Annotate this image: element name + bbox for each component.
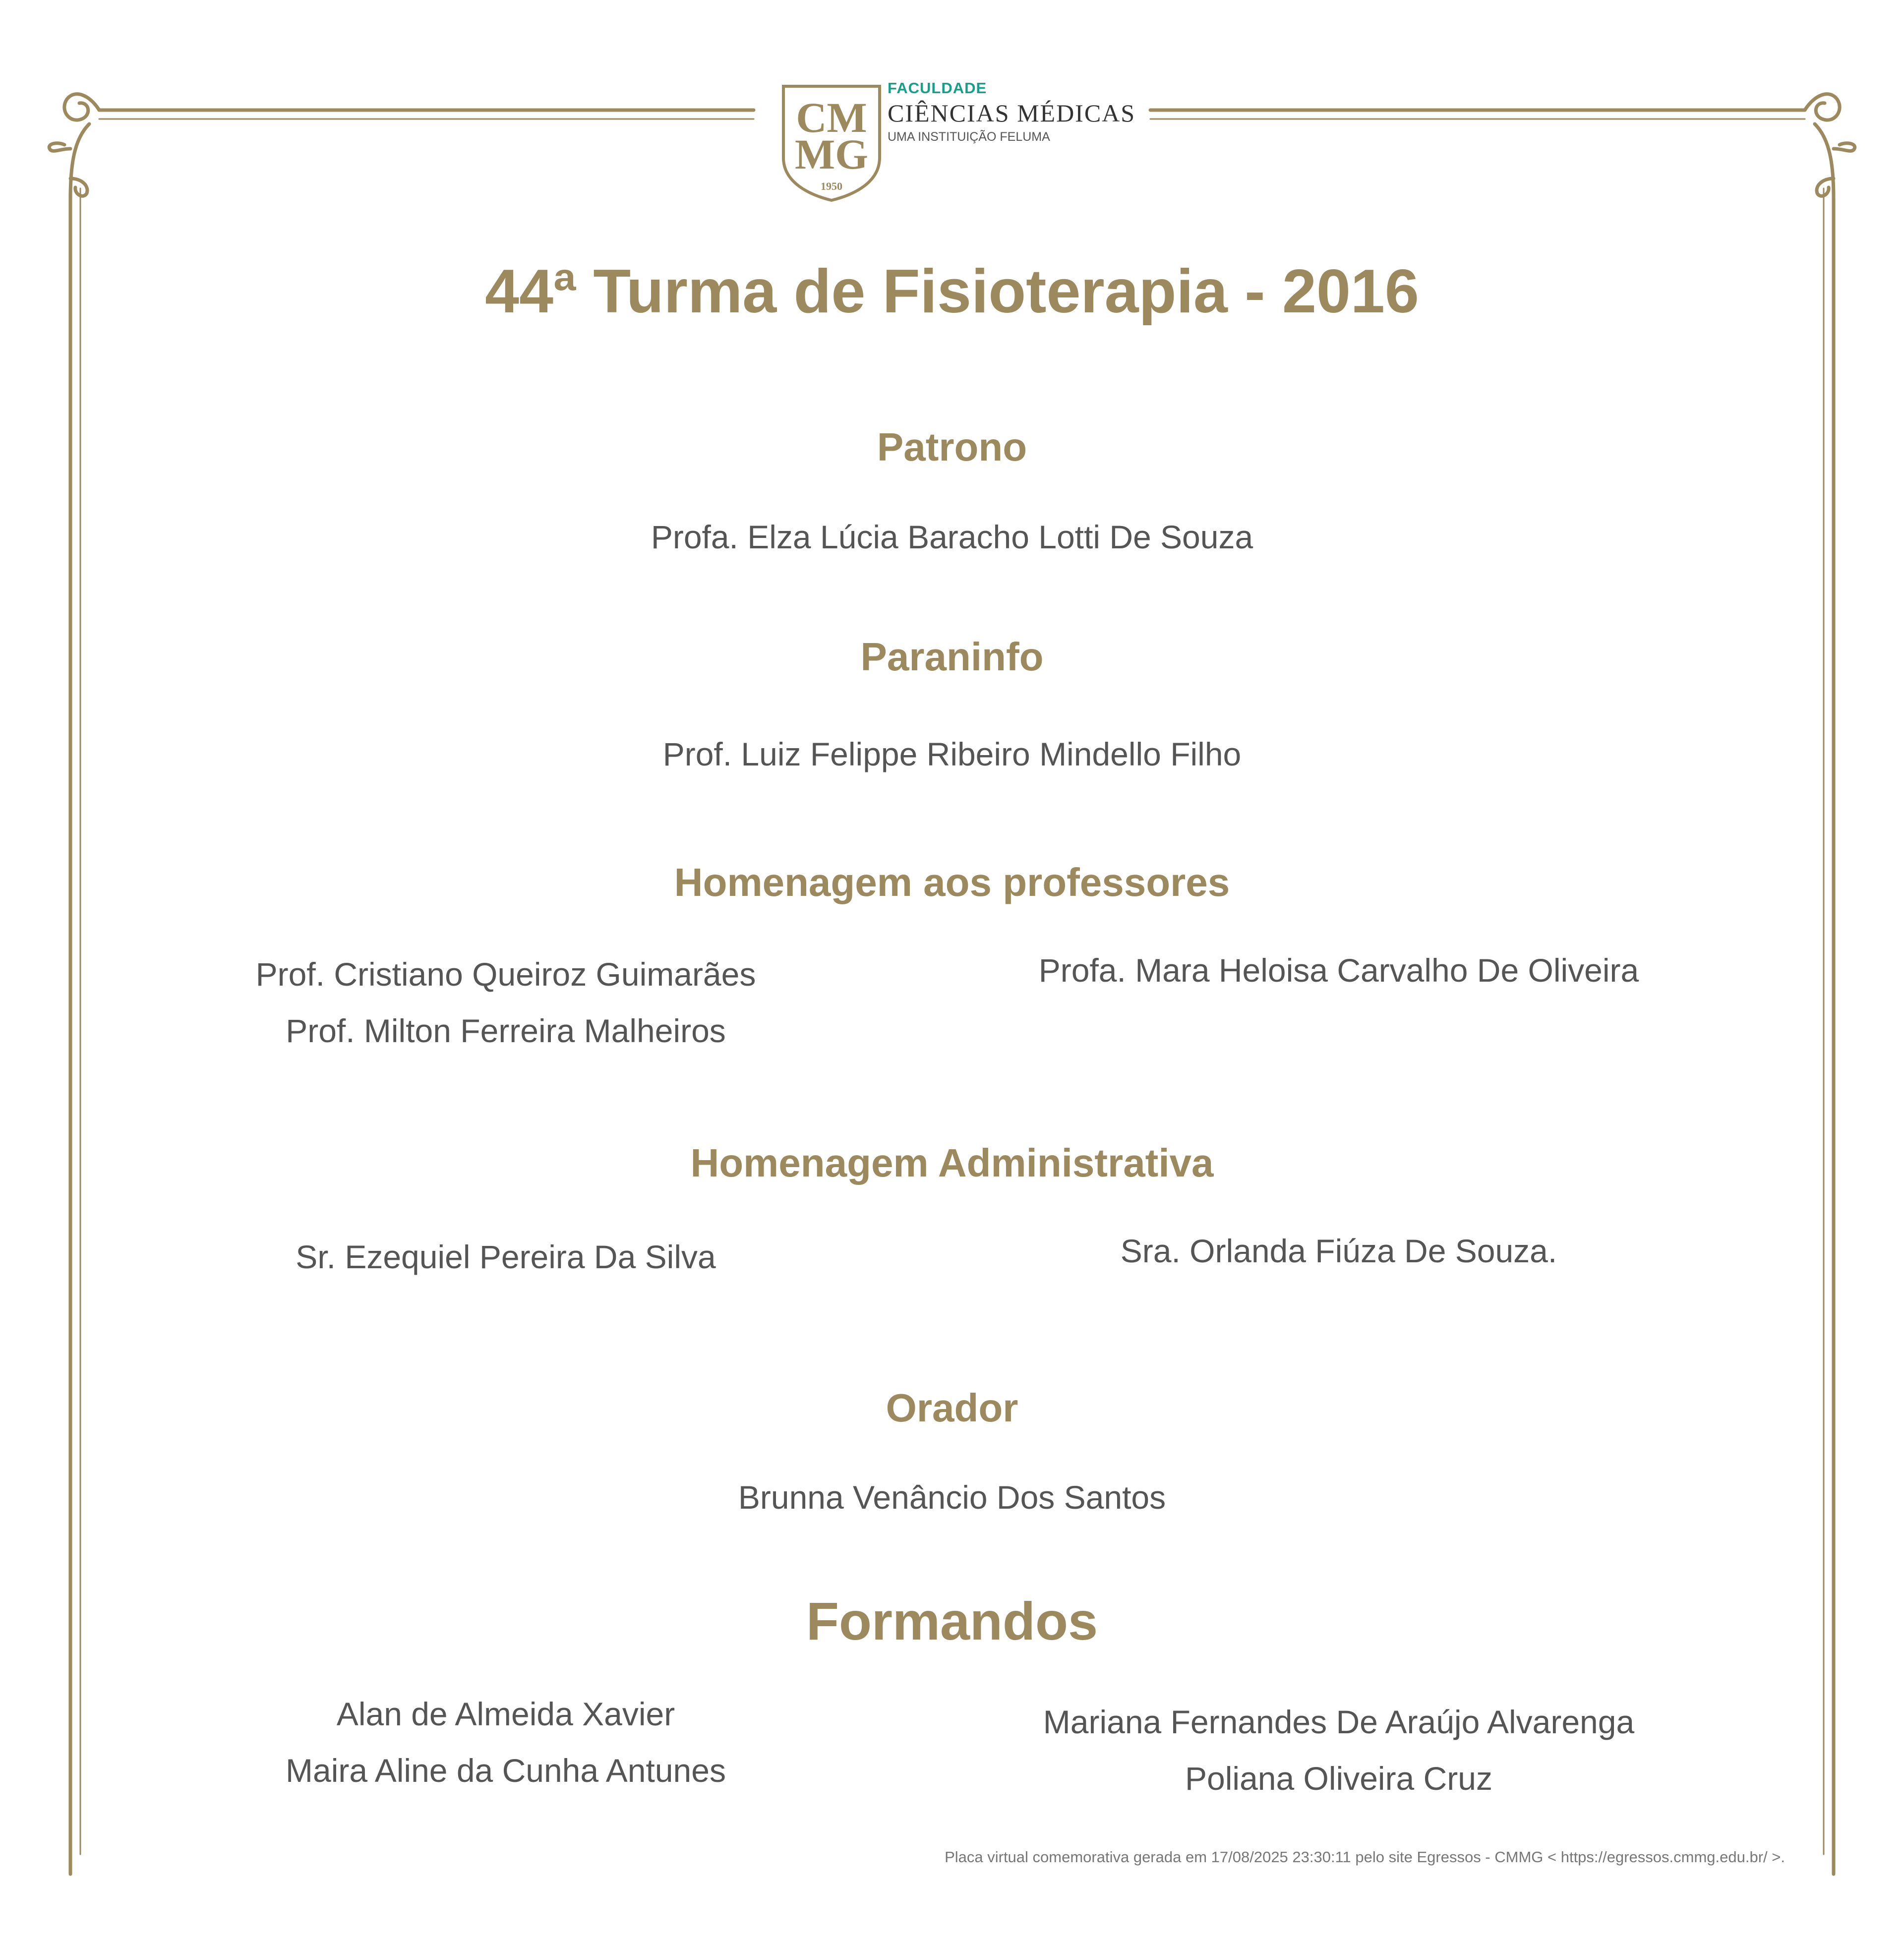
logo-institution-name: CIÊNCIAS MÉDICAS bbox=[888, 99, 1136, 127]
heading-paraninfo: Paraninfo bbox=[860, 635, 1044, 679]
homenagem-professores-right-column bbox=[1021, 948, 1656, 993]
homenagem-professores-left-column bbox=[188, 952, 823, 1053]
graduate-name: Mariana Fernandes De Araújo Alvarenga bbox=[1043, 1704, 1635, 1740]
homenagem-administrativa-right-column bbox=[1021, 1229, 1656, 1273]
logo-tagline: UMA INSTITUIÇÃO FELUMA bbox=[888, 130, 1050, 144]
honoree-name: Sra. Orlanda Fiúza De Souza. bbox=[1120, 1233, 1557, 1269]
page-title: 44ª Turma de Fisioterapia - 2016 bbox=[485, 257, 1419, 326]
heading-homenagem-administrativa: Homenagem Administrativa bbox=[690, 1141, 1214, 1185]
paraninfo-name: Prof. Luiz Felippe Ribeiro Mindello Filho bbox=[662, 736, 1242, 772]
honoree-name: Prof. Cristiano Queiroz Guimarães bbox=[255, 956, 756, 993]
logo-wordmark bbox=[888, 78, 1135, 146]
heading-patrono: Patrono bbox=[877, 425, 1027, 469]
corner-flourish-icon bbox=[49, 94, 99, 198]
logo-monogram-top: CM bbox=[796, 94, 867, 141]
graduate-name: Maira Aline da Cunha Antunes bbox=[286, 1752, 726, 1789]
heading-orador: Orador bbox=[886, 1386, 1018, 1430]
honoree-name: Sr. Ezequiel Pereira Da Silva bbox=[296, 1238, 716, 1275]
logo-monogram-bottom: MG bbox=[794, 130, 869, 178]
logo-year: 1950 bbox=[821, 180, 842, 192]
cmmg-shield-logo bbox=[779, 83, 884, 202]
formandos-left-column bbox=[188, 1692, 823, 1793]
graduate-name: Poliana Oliveira Cruz bbox=[1185, 1760, 1492, 1797]
graduate-name: Alan de Almeida Xavier bbox=[336, 1696, 675, 1732]
corner-flourish-icon bbox=[1805, 94, 1855, 198]
logo-faculdade: FACULDADE bbox=[888, 79, 987, 97]
honoree-name: Prof. Milton Ferreira Malheiros bbox=[286, 1012, 726, 1049]
heading-formandos: Formandos bbox=[806, 1591, 1098, 1651]
heading-homenagem-professores: Homenagem aos professores bbox=[674, 860, 1230, 904]
formandos-right-column bbox=[1021, 1700, 1656, 1801]
homenagem-administrativa-left-column bbox=[188, 1235, 823, 1279]
honoree-name: Profa. Mara Heloisa Carvalho De Oliveira bbox=[1038, 952, 1639, 989]
footer-note: Placa virtual comemorativa gerada em 17/08/2025 23:30:11 pelo site Egressos - CMMG < https://egressos.cmmg.edu.br/ >. bbox=[945, 1848, 1785, 1866]
orador-name: Brunna Venâncio Dos Santos bbox=[738, 1479, 1166, 1516]
patrono-name: Profa. Elza Lúcia Baracho Lotti De Souza bbox=[651, 519, 1253, 555]
